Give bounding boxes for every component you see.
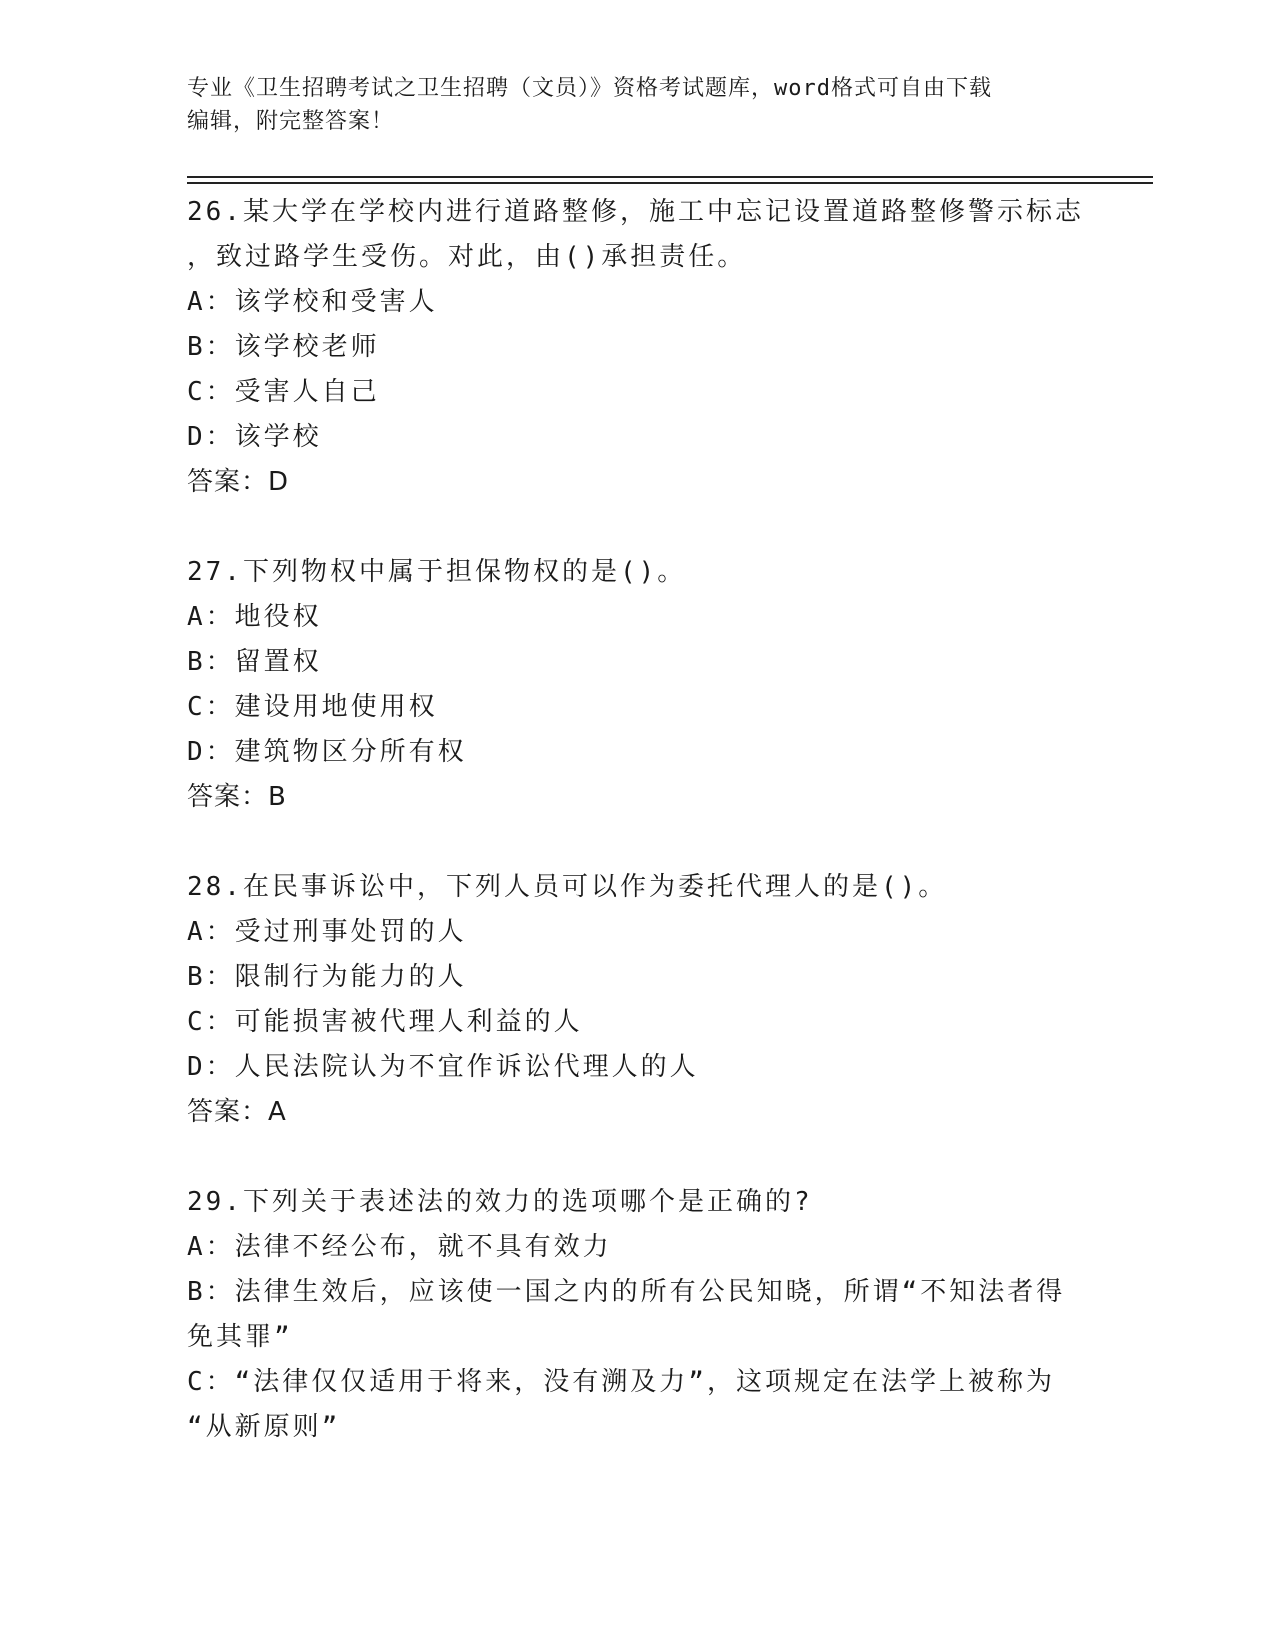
question-stem: 29.下列关于表述法的效力的选项哪个是正确的?	[187, 1187, 813, 1217]
option-d: D：该学校	[187, 422, 322, 452]
header-rule-top	[187, 176, 1153, 178]
document-header	[187, 72, 1067, 138]
option-b: B：该学校老师	[187, 332, 380, 362]
spacer	[187, 1135, 1087, 1180]
option-a: A：法律不经公布，就不具有效力	[187, 1232, 612, 1262]
option-c: C：可能损害被代理人利益的人	[187, 1007, 583, 1037]
question-27	[187, 550, 1087, 820]
option-b-continued: 免其罪”	[187, 1322, 293, 1352]
option-d: D：人民法院认为不宜作诉讼代理人的人	[187, 1052, 699, 1082]
answer-line: 答案：B	[187, 782, 287, 812]
question-stem: 28.在民事诉讼中，下列人员可以作为委托代理人的是()。	[187, 872, 948, 902]
question-list	[187, 190, 1087, 1450]
question-stem: 26.某大学在学校内进行道路整修，施工中忘记设置道路整修警示标志	[187, 197, 1084, 227]
option-b: B：留置权	[187, 647, 322, 677]
option-a: A：该学校和受害人	[187, 287, 438, 317]
option-b: B：法律生效后，应该使一国之内的所有公民知晓，所谓“不知法者得	[187, 1277, 1066, 1307]
option-a: A：地役权	[187, 602, 322, 632]
header-rule-bottom	[187, 182, 1153, 184]
question-26	[187, 190, 1087, 505]
option-c: C：“法律仅仅适用于将来，没有溯及力”，这项规定在法学上被称为	[187, 1367, 1055, 1397]
question-29	[187, 1180, 1087, 1450]
question-28	[187, 865, 1087, 1135]
answer-line: 答案：D	[187, 467, 290, 497]
question-stem: 27.下列物权中属于担保物权的是()。	[187, 557, 687, 587]
option-a: A：受过刑事处罚的人	[187, 917, 467, 947]
header-line-1: 专业《卫生招聘考试之卫生招聘（文员）》资格考试题库，word格式可自由下载	[187, 76, 992, 101]
spacer	[187, 505, 1087, 550]
answer-line: 答案：A	[187, 1097, 287, 1127]
option-c-continued: “从新原则”	[187, 1412, 341, 1442]
option-c: C：建设用地使用权	[187, 692, 438, 722]
spacer	[187, 820, 1087, 865]
question-stem: ，致过路学生受伤。对此，由()承担责任。	[187, 242, 747, 272]
option-c: C：受害人自己	[187, 377, 380, 407]
option-b: B：限制行为能力的人	[187, 962, 467, 992]
option-d: D：建筑物区分所有权	[187, 737, 467, 767]
header-line-2: 编辑，附完整答案！	[187, 109, 395, 134]
